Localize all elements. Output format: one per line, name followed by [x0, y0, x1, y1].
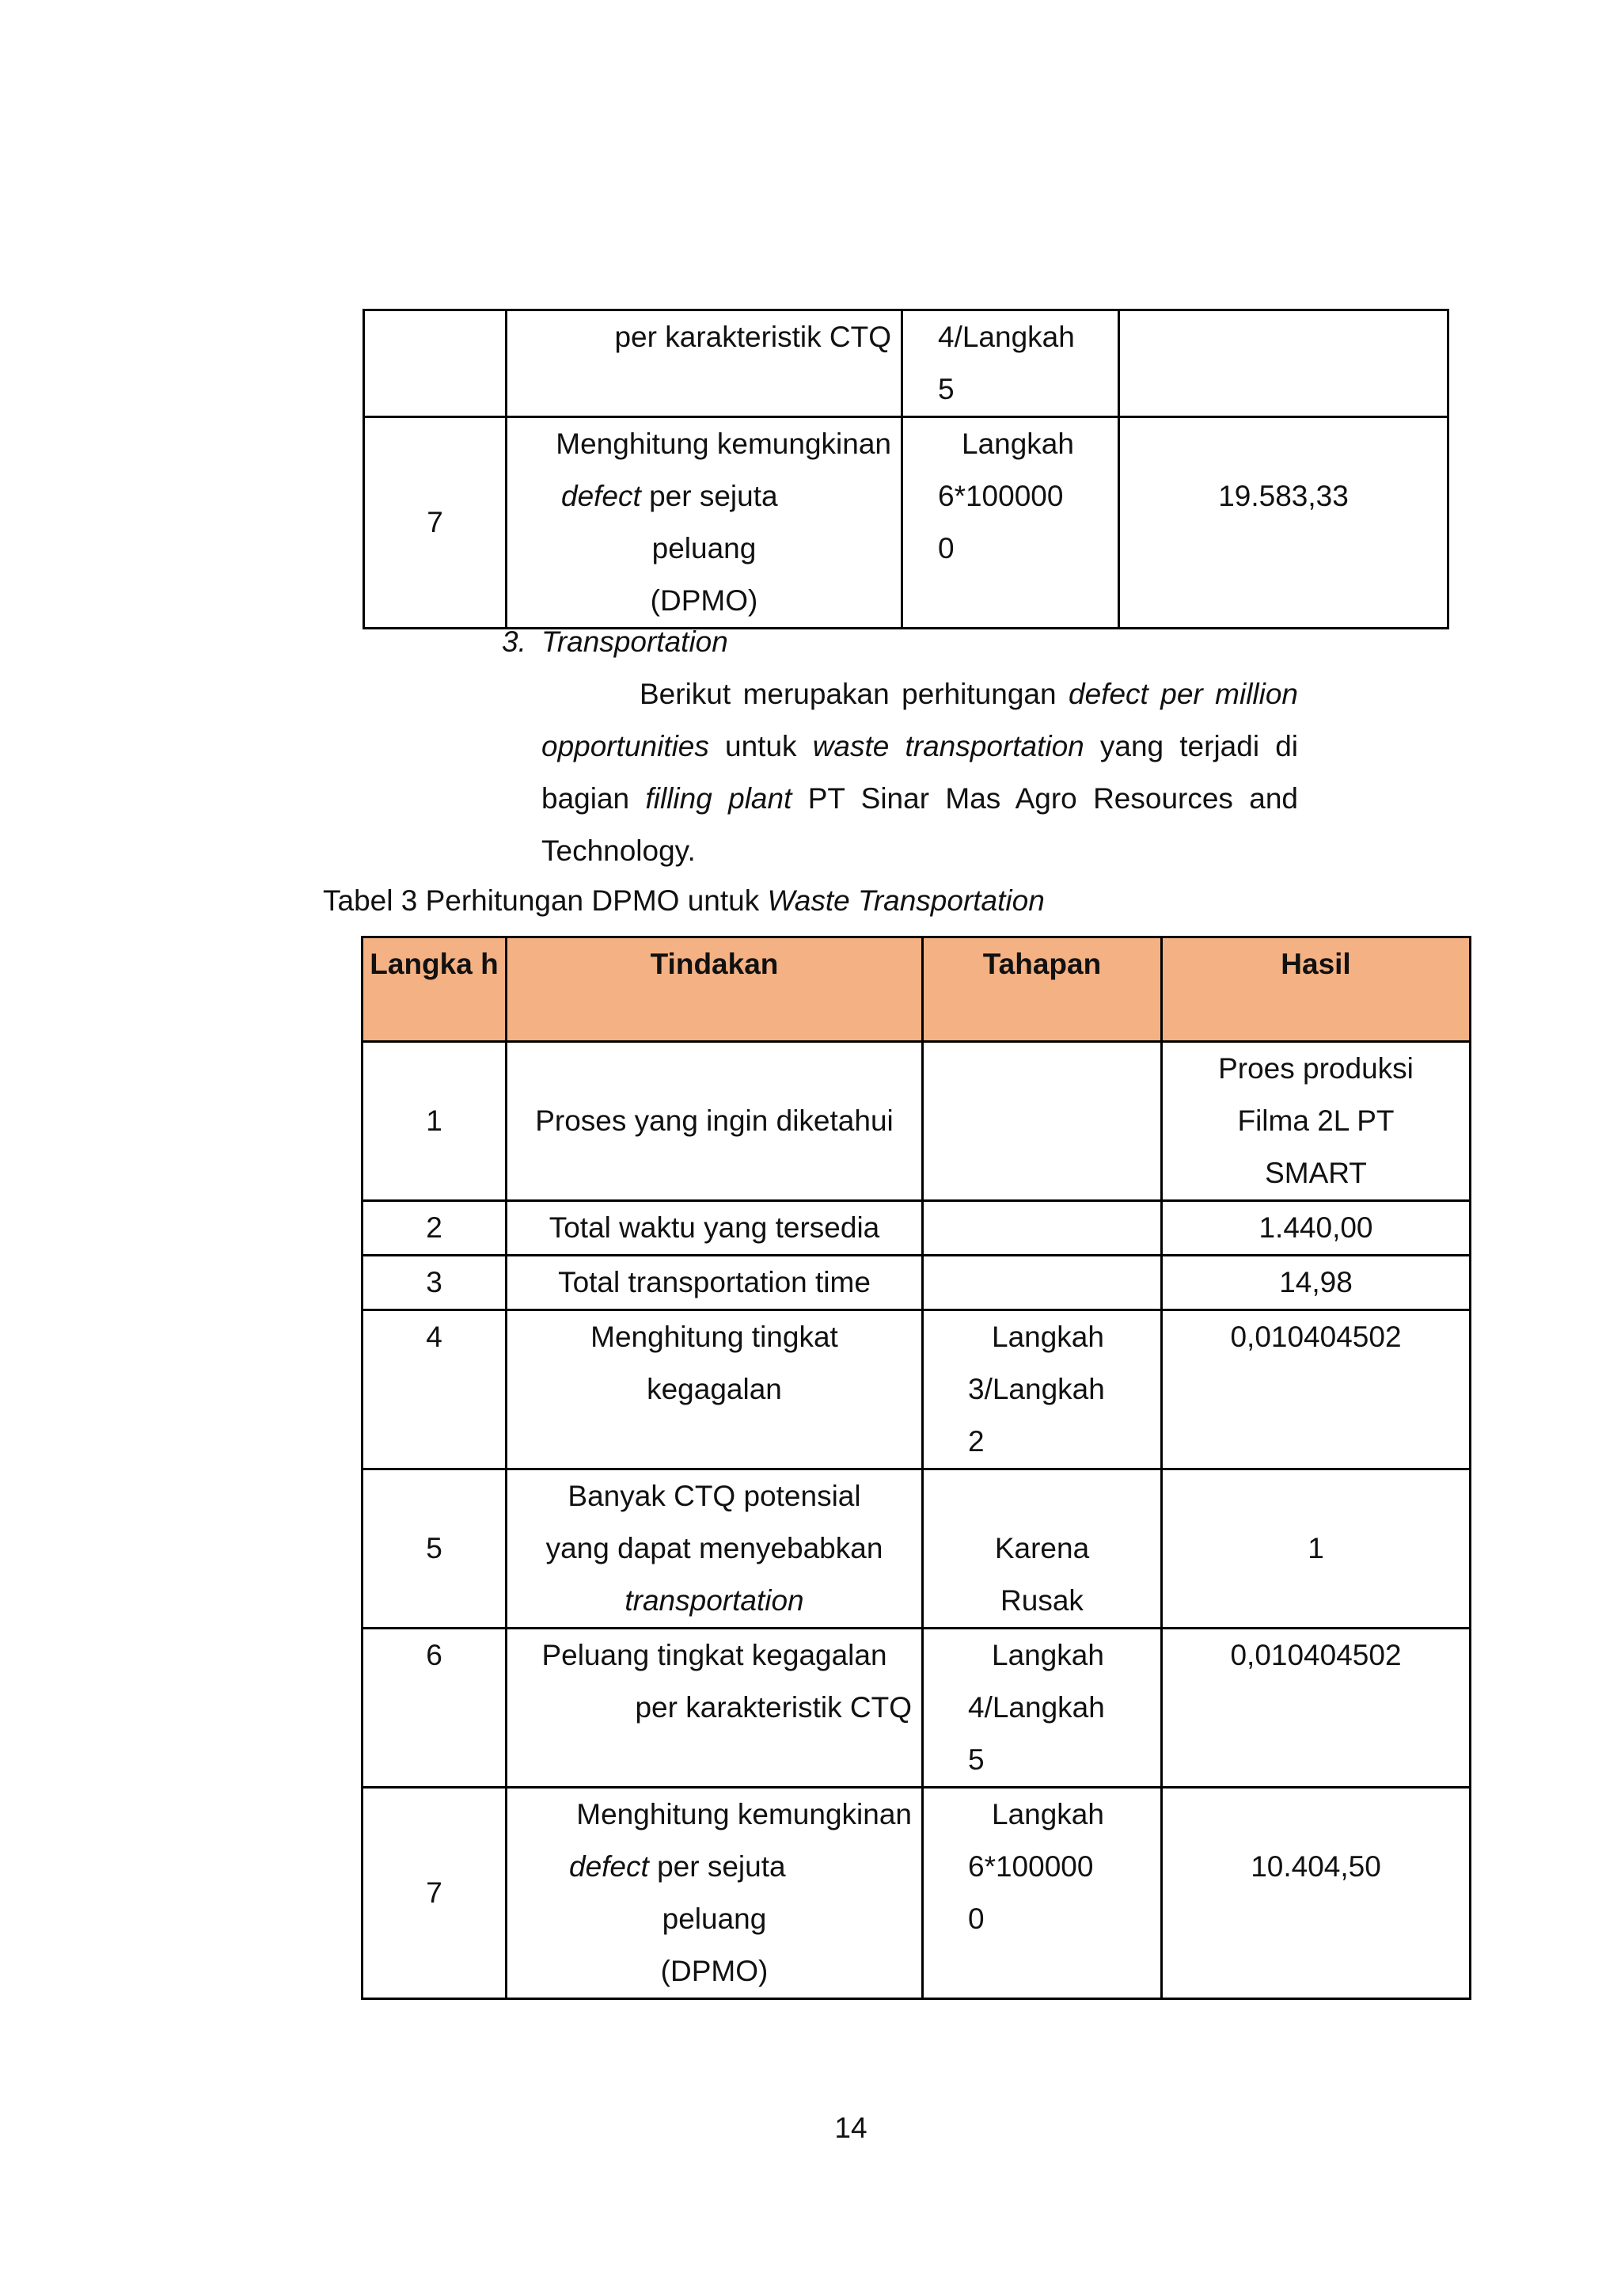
- table-cell: [923, 1629, 1162, 1788]
- italic-term: transportation: [624, 1584, 804, 1617]
- cell-text: 6*100000: [938, 480, 1064, 512]
- paragraph-text: PT Sinar Mas Agro Resources and Technology.: [541, 782, 1298, 867]
- cell-text: Total waktu yang tersedia: [549, 1211, 880, 1244]
- section-heading: [502, 616, 728, 668]
- cell-text: Langkah: [992, 1639, 1104, 1671]
- table-cell: [923, 1201, 1162, 1256]
- cell-text: (DPMO): [650, 584, 758, 617]
- cell-text: 0: [968, 1903, 985, 1935]
- table-cell: [364, 310, 507, 417]
- table-row: [363, 1256, 1471, 1310]
- cell-text: kegagalan: [647, 1373, 782, 1405]
- cell-text: Total transportation time: [558, 1266, 871, 1298]
- italic-term: waste transportation: [812, 730, 1084, 762]
- table-row: [363, 1310, 1471, 1469]
- cell-text: 1.440,00: [1258, 1211, 1373, 1244]
- cell-text: 6*100000: [968, 1850, 1094, 1883]
- table-cell: [1162, 1788, 1471, 1999]
- italic-term: defect: [569, 1850, 649, 1883]
- table-row: [363, 1469, 1471, 1629]
- header-text: Tindakan: [650, 948, 779, 980]
- table-row: [363, 1042, 1471, 1201]
- cell-text: Menghitung kemungkinan: [576, 1798, 912, 1830]
- page-number: 14: [834, 2112, 867, 2144]
- table-cell: [1162, 1201, 1471, 1256]
- table-cell: [1119, 310, 1448, 417]
- table-cell: [507, 417, 902, 629]
- table-cell: [507, 1788, 923, 1999]
- italic-term: filling plant: [645, 782, 792, 815]
- header-langkah: [363, 937, 507, 1042]
- header-text: Tahapan: [982, 948, 1102, 980]
- cell-text: 0,010404502: [1230, 1321, 1402, 1353]
- header-text: Langka h: [370, 948, 499, 980]
- cell-text: Menghitung kemungkinan: [556, 428, 891, 460]
- cell-text: 4: [426, 1321, 442, 1353]
- table-row: [363, 1629, 1471, 1788]
- table-cell: [923, 1469, 1162, 1629]
- table-cell: [923, 1788, 1162, 1999]
- paragraph-text: yang terjadi di bagian: [541, 730, 1298, 815]
- paragraph-text: untuk: [708, 730, 813, 762]
- continued-dpmo-table: [363, 309, 1449, 629]
- cell-text: per sejuta: [648, 1850, 786, 1883]
- cell-text: 5: [426, 1532, 442, 1564]
- cell-text: 14,98: [1279, 1266, 1353, 1298]
- cell-text: Karena: [994, 1532, 1090, 1564]
- cell-text: 7: [426, 1876, 442, 1909]
- cell-text: per sejuta: [640, 480, 778, 512]
- section-paragraph: [541, 668, 1298, 877]
- cell-text: Langkah: [992, 1798, 1104, 1830]
- table-cell: [923, 1256, 1162, 1310]
- caption-text: Tabel 3 Perhitungan DPMO untuk: [323, 884, 768, 917]
- table-caption: [323, 875, 1045, 927]
- cell-text: 3: [426, 1266, 442, 1298]
- cell-text: 2: [968, 1425, 985, 1458]
- section-title: Transportation: [541, 625, 728, 658]
- table-cell: [1162, 1469, 1471, 1629]
- cell-text: Filma 2L PT: [1237, 1104, 1395, 1137]
- cell-text: Langkah: [992, 1321, 1104, 1353]
- section-number: 3.: [502, 625, 526, 658]
- header-tindakan: [507, 937, 923, 1042]
- italic-term: defect per million opportunities: [541, 678, 1299, 762]
- table-cell: [507, 1201, 923, 1256]
- cell-text: Proes produksi: [1218, 1052, 1414, 1085]
- cell-text: yang dapat menyebabkan: [545, 1532, 883, 1564]
- table-cell: [507, 310, 902, 417]
- table-cell: [902, 310, 1119, 417]
- header-tahapan: [923, 937, 1162, 1042]
- table-row: [364, 417, 1448, 629]
- table-cell: [1162, 1310, 1471, 1469]
- table-cell: [363, 1788, 507, 1999]
- table-cell: [363, 1042, 507, 1201]
- cell-text: Banyak CTQ potensial: [568, 1480, 861, 1512]
- cell-text: Menghitung tingkat: [590, 1321, 838, 1353]
- cell-text: 4/Langkah: [968, 1691, 1105, 1724]
- table-cell: [1162, 1629, 1471, 1788]
- header-hasil: [1162, 937, 1471, 1042]
- table-cell: [507, 1042, 923, 1201]
- table-cell: [902, 417, 1119, 629]
- cell-text: 6: [426, 1639, 442, 1671]
- table-cell: [1162, 1256, 1471, 1310]
- cell-text: [517, 470, 891, 523]
- cell-text: SMART: [1265, 1157, 1367, 1189]
- cell-text: 2: [426, 1211, 442, 1244]
- table-cell: [364, 417, 507, 629]
- cell-text: (DPMO): [660, 1955, 769, 1987]
- cell-text: 19.583,33: [1218, 480, 1349, 512]
- table-header-row: [363, 937, 1471, 1042]
- table-cell: [507, 1629, 923, 1788]
- cell-text: peluang: [651, 532, 757, 564]
- cell-text: peluang: [662, 1903, 767, 1935]
- cell-text: 10.404,50: [1251, 1850, 1381, 1883]
- table-cell: [1119, 417, 1448, 629]
- dpmo-transportation-table: [361, 936, 1471, 2000]
- table-row: [363, 1201, 1471, 1256]
- table-cell: [363, 1469, 507, 1629]
- cell-text: per karakteristik CTQ: [635, 1691, 912, 1724]
- cell-text: 1: [426, 1104, 442, 1137]
- cell-text: Langkah: [962, 428, 1074, 460]
- cell-text: Proses yang ingin diketahui: [535, 1104, 894, 1137]
- table-cell: [923, 1042, 1162, 1201]
- table-cell: [923, 1310, 1162, 1469]
- cell-text: Peluang tingkat kegagalan: [541, 1639, 887, 1671]
- cell-text: 7: [427, 506, 443, 538]
- table-cell: [363, 1256, 507, 1310]
- cell-text: per karakteristik CTQ: [614, 321, 891, 353]
- table-cell: [1162, 1042, 1471, 1201]
- italic-term: defect: [561, 480, 641, 512]
- cell-text: 5: [938, 373, 955, 405]
- cell-text: Rusak: [1000, 1584, 1084, 1617]
- table-row: [363, 1788, 1471, 1999]
- cell-text: 0,010404502: [1230, 1639, 1402, 1671]
- table-cell: [507, 1469, 923, 1629]
- cell-text: 4/Langkah: [938, 321, 1075, 353]
- cell-text: 1: [1308, 1532, 1324, 1564]
- cell-text: 0: [938, 532, 955, 564]
- table-cell: [507, 1310, 923, 1469]
- table-row: [364, 310, 1448, 417]
- header-text: Hasil: [1281, 948, 1351, 980]
- caption-italic: Waste Transportation: [767, 884, 1045, 917]
- table-cell: [363, 1310, 507, 1469]
- cell-text: 5: [968, 1743, 985, 1776]
- table-cell: [363, 1629, 507, 1788]
- table-cell: [363, 1201, 507, 1256]
- table-cell: [507, 1256, 923, 1310]
- paragraph-text: Berikut merupakan perhitungan: [640, 678, 1069, 710]
- cell-text: [517, 1841, 912, 1893]
- cell-text: 3/Langkah: [968, 1373, 1105, 1405]
